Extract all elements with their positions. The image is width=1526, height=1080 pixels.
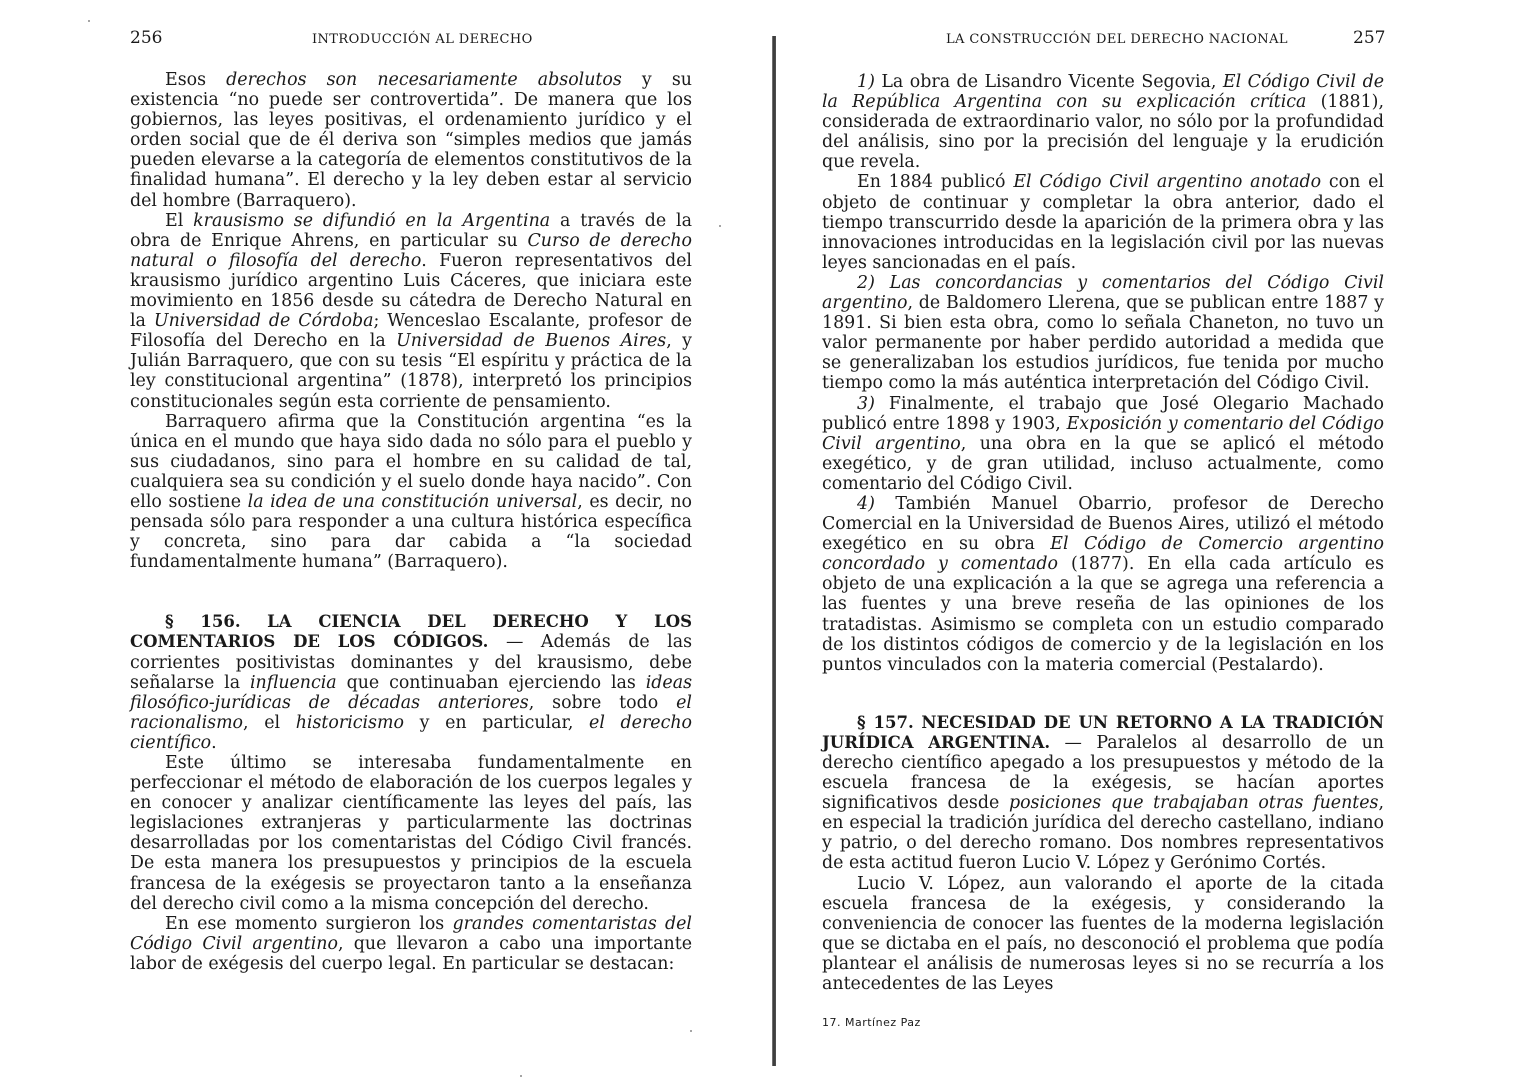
section-paragraph-list [822,874,1384,995]
section-dash: — [505,632,524,653]
paragraph: 2) Las concordancias y comentarios del Código Civil argentino, de Baldomero Llerena, que se publican entre 1887 y 1891. Si bien esta obra, como lo señala Chaneton, no tuvo un valor permanente por haber perdido autoridad a medida que se generalizaban los estudios jurídicos, fue tenida por mucho tiempo como la más auténtica interpretación del Código Civil. [822,272,1384,394]
scan-speck [719,225,721,227]
book-gutter [772,36,776,1066]
paragraph: En ese momento surgieron los grandes comentaristas del Código Civil argentino, que llevaron a cabo una importante labor de exégesis del cuerpo legal. En particular se destacan: [130,913,692,974]
paragraph: 1) La obra de Lisandro Vicente Segovia, El Código Civil de la República Argentina con su explicación crítica (1881), considerada de extraordinario valor, no sólo por la profundidad del análisis, sino por la precisión del lenguaje y la erudición que revela. [822,72,1384,173]
page-number: 256 [130,28,163,48]
right-page [778,0,1526,1080]
paragraph: Esos derechos son necesariamente absolutos y su existencia “no puede ser controvertida”. De manera que los gobiernos, las leyes positivas, el ordenamiento jurídico y el orden social que de él deriva son “simples medios que jamás pueden elevarse a la categoría de elementos constitutivos de la finalidad humana”. El derecho y la ley deben estar al servicio del hombre (Barraquero). [130,70,692,211]
scan-speck [88,20,90,22]
paragraph: 4) También Manuel Obarrio, profesor de Derecho Comercial en la Universidad de Buenos Aires, utilizó el método exegético en su obra El Código de Comercio argentino concordado y comentado (1877). En ella cada artículo es objeto de una explicación a la que se agrega una referencia a las fuentes y una breve reseña de las opiniones de los tratadistas. Asimismo se completa con un estudio comparado de los distintos códigos de comercio y de la legislación en los puntos vinculados con la materia comercial (Pestalardo). [822,493,1384,675]
section-first-paragraph: Además de las corrientes positivistas dominantes y del krausismo, debe señalarse la influencia que continuaban ejerciendo las ideas filosófico-jurídicas de décadas anteriores, sobre todo el racionalismo, el historicismo y en particular, el derecho científico. [130,632,693,753]
paragraph: En 1884 publicó El Código Civil argentino anotado con el objeto de continuar y completar la obra anterior, dado el tiempo transcurrido desde la aparición de la primera obra y las innovaciones introducidas en la legislación civil por las nuevas leyes sancionadas en el país. [822,172,1384,273]
paragraph: Este último se interesaba fundamentalmente en perfeccionar el método de elaboración de los cuerpos legales y en conocer y analizar científicamente las leyes del país, las legislaciones extranjeras y particularmente las doctrinas desarrolladas por los comentaristas del Código Civil francés. De esta manera los presupuestos y principios de la escuela francesa de la exégesis se proyectaron tanto a la enseñanza del derecho civil como a la misma concepción del derecho. [130,753,692,914]
section-title: LA CIENCIA DEL DERECHO Y LOS COMENTARIOS DE LOS CÓDIGOS. [130,612,693,652]
footer-signature: 17. Martínez Paz [822,1016,921,1029]
section-paragraph-list [130,753,692,974]
running-head: LA CONSTRUCCIÓN DEL DERECHO NACIONAL [946,32,1288,47]
section-number: § 156. [165,612,241,632]
paragraph: Lucio V. López, aun valorando el aporte de la citada escuela francesa de la exégesis, y considerando la conveniencia de conocer las fuentes de la moderna legislación que se dictaba en el país, no desconoció el problema que podía plantear el análisis de numerosas leyes si no se recurría a los antecedentes de las Leyes [822,873,1384,995]
section-dash: — [1064,732,1082,753]
paragraph-list [822,72,1384,675]
scan-speck [690,1030,692,1032]
paragraph: Barraquero afirma que la Constitución argentina “es la única en el mundo que haya sido dada no sólo para el pueblo y sus ciudadanos, sino para el hombre en su calidad de tal, cualquiera sea su condición y el suelo donde haya nacido”. Con ello sostiene la idea de una constitución universal, es decir, no pensada sólo para responder a una cultura histórica específica y concreta, sino para dar cabida a “la sociedad fundamentalmente humana” (Barraquero). [130,411,692,573]
paragraph: 3) Finalmente, el trabajo que José Olegario Machado publicó entre 1898 y 1903, Exposición y comentario del Código Civil argentino, una obra en la que se aplicó el método exegético, y de gran utilidad, incluso actualmente, como comentario del Código Civil. [822,393,1384,494]
section-first-paragraph: Paralelos al desarrollo de un derecho científico apegado a los presupuestos y método de la escuela francesa de la exégesis, se hacían aportes significativos desde posiciones que trabajaban otras fuentes, en especial la tradición jurídica del derecho castellano, indiano y patrio, o del derecho romano. Dos nombres representativos de esta actitud fueron Lucio V. López y Gerónimo Cortés. [822,732,1385,874]
section-title: NECESIDAD DE UN RETORNO A LA TRADICIÓN JURÍDICA ARGENTINA. [822,712,1385,752]
section-156 [130,612,692,974]
paragraph: El krausismo se difundió en la Argentina a través de la obra de Enrique Ahrens, en particular su Curso de derecho natural o filosofía del derecho. Fueron representativos del krausismo jurídico argentino Luis Cáceres, que iniciara este movimiento en 1856 desde su cátedra de Derecho Natural en la Universidad de Córdoba; Wenceslao Escalante, profesor de Filosofía del Derecho en la Universidad de Buenos Aires, y Julián Barraquero, que con su tesis “El espíritu y práctica de la ley constitucional argentina” (1878), interpretó los principios constitucionales según esta corriente de pensamiento. [130,210,693,412]
page-number: 257 [1353,28,1386,48]
paragraph-list [130,70,692,572]
section-number: § 157. [857,712,914,732]
body-text [822,72,1384,994]
running-head: INTRODUCCIÓN AL DERECHO [312,32,533,47]
section-157 [822,713,1384,994]
scan-speck [520,1075,522,1077]
body-text [130,70,692,974]
left-page [0,0,760,1080]
